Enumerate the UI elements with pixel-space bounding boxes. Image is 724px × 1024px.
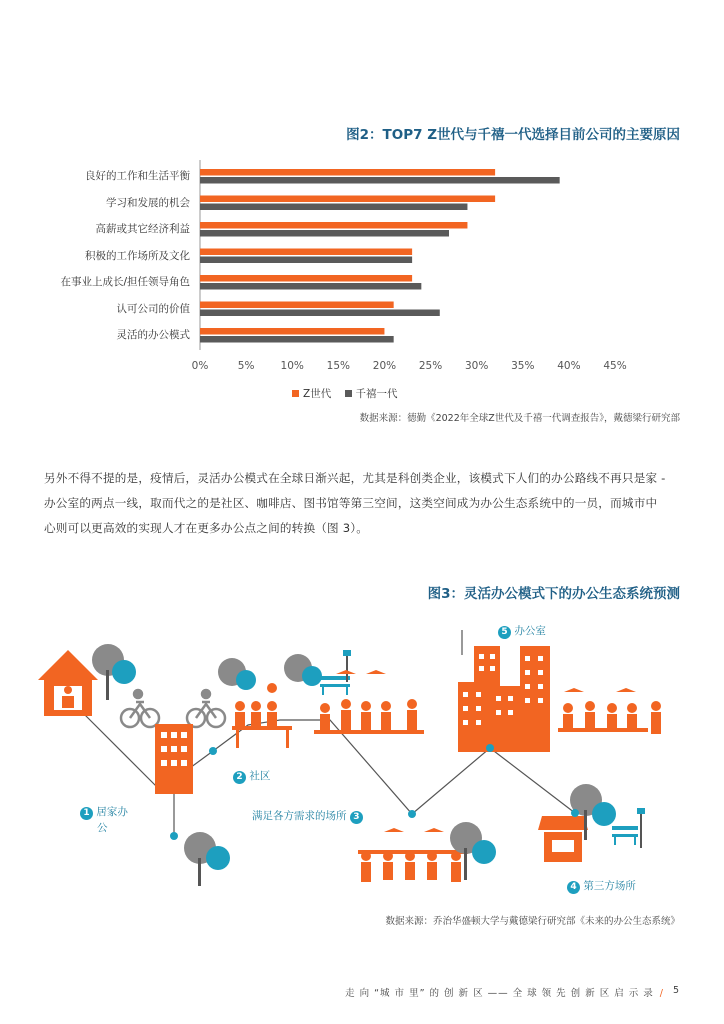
- market-stall-icon: [538, 816, 588, 862]
- x-tick-label: 15%: [326, 360, 350, 372]
- bar-millennial-4: [200, 283, 421, 290]
- category-label: 在事业上成长/担任领导角色: [60, 276, 190, 288]
- x-tick-label: 25%: [418, 360, 443, 372]
- ecosystem-illustration: [0, 600, 724, 910]
- x-tick-label: 5%: [237, 360, 255, 372]
- para-line-2: 办公室的两点一线，取而代之的是社区、咖啡店、图书馆等第三空间，这类空间成为办公生态系统中的一员，而城市中: [44, 496, 658, 510]
- bar-millennial-2: [200, 230, 449, 237]
- x-tick-label: 30%: [464, 360, 489, 372]
- bar-millennial-1: [200, 204, 467, 211]
- node-5-label: 5 办公室: [498, 623, 546, 639]
- node-3-label: 满足各方需求的场所 3: [252, 808, 363, 824]
- bar-z-3: [200, 249, 412, 256]
- tree-icon: [184, 832, 230, 886]
- chart-category-labels: [0, 0, 190, 360]
- apartment-building-icon: [155, 724, 193, 794]
- x-tick-label: 10%: [280, 360, 304, 372]
- x-tick-label: 20%: [372, 360, 397, 372]
- bar-millennial-3: [200, 257, 412, 264]
- legend-z: Z世代: [292, 388, 331, 400]
- x-axis-ticks: [0, 360, 724, 376]
- category-label: 认可公司的价值: [116, 302, 190, 315]
- bar-chart: [195, 160, 635, 360]
- node-1-label: 1 居家办 公: [80, 804, 128, 835]
- legend-millennial: 千禧一代: [345, 388, 398, 400]
- bicycle-icon: [121, 690, 225, 727]
- para-line-3: 心则可以更高效的实现人才在更多办公点之间的转换（图 3）。: [44, 521, 369, 535]
- category-label: 灵活的办公模式: [116, 329, 190, 341]
- page-number: 5: [672, 985, 680, 996]
- house-icon: [38, 650, 98, 716]
- x-tick-label: 35%: [511, 360, 535, 372]
- bar-z-6: [200, 328, 384, 335]
- office-building-icon: [458, 646, 550, 752]
- office-meeting-icon: [558, 688, 661, 734]
- chart-legend: [292, 386, 398, 401]
- x-tick-label: 0%: [191, 360, 209, 372]
- footer-title: 走 向 “城 市 里” 的 创 新 区 —— 全 球 领 先 创 新 区 启 示 录 /: [345, 988, 664, 999]
- tree-icon: [92, 644, 136, 700]
- para-line-1: 另外不得不提的是，疫情后，灵活办公模式在全球日渐兴起，尤其是科创类企业，该模式下人们的办公路线不再只是家 -: [44, 471, 666, 485]
- x-tick-label: 45%: [603, 360, 627, 372]
- fig2-source: 数据来源：德勤《2022年全球Z世代及千禧一代调查报告》，戴德梁行研究部: [359, 413, 680, 424]
- route-nodes: [170, 744, 579, 840]
- bar-z-4: [200, 275, 412, 282]
- community-meeting-icon: [232, 683, 292, 748]
- category-label: 学习和发展的机会: [106, 196, 190, 209]
- bar-millennial-5: [200, 310, 440, 317]
- bar-z-0: [200, 169, 495, 176]
- category-label: 高薪或其它经济利益: [95, 223, 190, 235]
- category-label: 积极的工作场所及文化: [85, 249, 190, 262]
- category-label: 良好的工作和生活平衡: [85, 170, 190, 182]
- bar-z-1: [200, 196, 495, 203]
- node-4-label: 4 第三方场所: [567, 878, 636, 894]
- body-paragraph: [44, 466, 684, 541]
- bench-icon: [612, 808, 645, 848]
- node-2-label: 2 社区: [233, 768, 270, 784]
- fig2-title: 图2：TOP7 Z世代与千禧一代选择目前公司的主要原因: [346, 127, 680, 143]
- bar-millennial-6: [200, 336, 394, 343]
- fig3-title: 图3：灵活办公模式下的办公生态系统预测: [427, 586, 680, 602]
- fig3-source: 数据来源：乔治华盛顿大学与戴德梁行研究部《未来的办公生态系统》: [385, 916, 680, 927]
- bar-millennial-0: [200, 177, 560, 184]
- bar-z-5: [200, 302, 394, 309]
- x-tick-label: 40%: [557, 360, 581, 372]
- bar-z-2: [200, 222, 467, 229]
